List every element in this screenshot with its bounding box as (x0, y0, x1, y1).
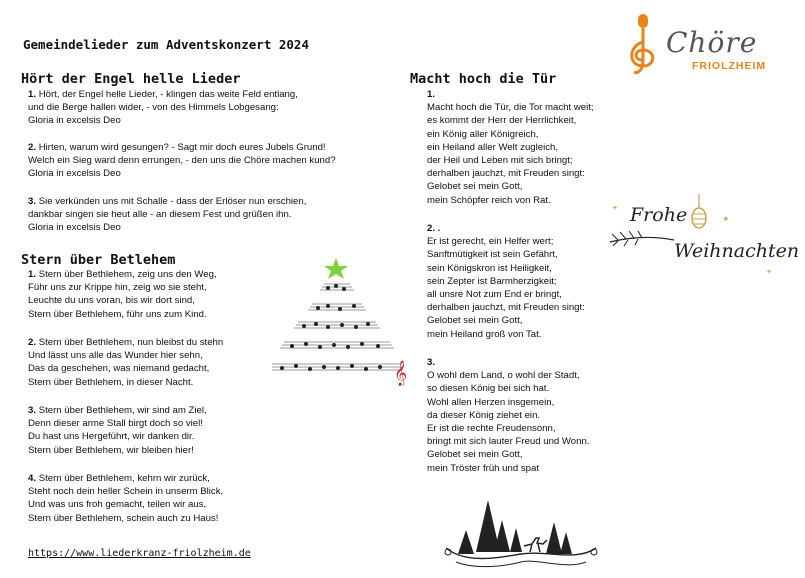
music-note-tree-icon (262, 256, 412, 386)
song-verse: 3. O wohl dem Land, o wohl der Stadt, so diesen König bei sich hat. Wohl allen Herzen insgemein, da dieser König ziehet ein. Er ist die rechte Freudensonn, bringt mit sich lauter Freud und Wonn. Gelobet sei mein Gott, mein Tröster früh und spat (427, 357, 590, 474)
logo-name: Chöre (666, 26, 758, 59)
svg-text:✦: ✦ (766, 269, 772, 276)
greeting-graphic (604, 190, 800, 280)
website-link[interactable]: https://www.liederkranz-friolzheim.de (28, 548, 251, 559)
svg-text:✦: ✦ (612, 205, 618, 212)
song-verse: 1. Stern über Bethlehem, zeig uns den Weg, Führ uns zur Krippe hin, zeig wo sie steht, Leuchte du uns voran, bis wir dort sind, Stern über Bethlehem, führ uns zum Kind. (28, 269, 217, 320)
song-title-tuer: Macht hoch die Tür (410, 71, 557, 87)
svg-text:𝄞: 𝄞 (394, 361, 408, 386)
page-title: Gemeindelieder zum Adventskonzert 2024 (23, 37, 309, 52)
song-verse: 3. Sie verkünden uns mit Schalle - dass der Erlöser nun erschien, dankbar singen sie heut alle - an diesem Fest und grüßen ihn. Gloria in excelsis Deo (28, 196, 307, 234)
choir-logo (624, 12, 774, 84)
song-verse: 1. Hört, der Engel helle Lieder, - klingen das weite Feld entlang, und die Berge hallen wider, - von des Himmels Lobgesang: Gloria in excelsis Deo (28, 89, 298, 127)
song-verse: 4. Stern über Bethlehem, kehrn wir zurück, Steht noch dein heller Schein in unserm Blick, Und was uns froh gemacht, teilen wir aus, Stern über Bethlehem, schein auch zu Haus! (28, 473, 224, 524)
song-title-engel: Hört der Engel helle Lieder (21, 71, 241, 87)
song-title-stern: Stern über Betlehem (21, 252, 176, 268)
song-verse: 2. Hirten, warum wird gesungen? - Sagt mir doch eures Jubels Grund! Welch ein Sieg ward denn errungen, - den uns die Chöre machen kund? Gloria in excelsis Deo (28, 142, 336, 180)
greeting-line2: Weihnachten (674, 240, 800, 262)
song-verse: 3. Stern über Bethlehem, wir sind am Ziel, Denn dieser arme Stall birgt doch so viel! Du hast uns Hergeführt, wir danken dir. Stern über Bethlehem, wir bleiben hier! (28, 405, 207, 456)
song-verse: 1. Macht hoch die Tür, die Tor macht weit; es kommt der Herr der Herrlichkeit, ein König aller Königreich, ein Heiland aller Welt zugleich, der Heil und Leben mit sich bringt; derhalben jauchzt, mit Freuden singt: Gelobet sei mein Gott, mein Schöpfer reich von Rat. (427, 89, 594, 206)
svg-text:✦: ✦ (722, 214, 730, 224)
song-verse: 2. Stern über Bethlehem, nun bleibst du stehn Und lässt uns alle das Wunder hier sehn, Das da geschehen, was niemand gedacht, Stern über Bethlehem, in dieser Nacht. (28, 337, 224, 388)
treble-clef-microphone-icon (624, 12, 664, 78)
greeting-line1: Frohe (630, 204, 688, 226)
logo-subtitle: FRIOLZHEIM (692, 60, 767, 72)
winter-forest-deer-ornament-icon (436, 492, 606, 572)
song-verse: 2. . Er ist gerecht, ein Helfer wert; Sanftmütigkeit ist sein Gefährt, sein Königskron ist Heiligkeit, sein Zepter ist Barmherzigkeit; all unsre Not zum End er bringt, derhalben jauchzt, mit Freuden singt: Gelobet sei mein Gott, mein Heiland groß von Tat. (427, 223, 585, 340)
